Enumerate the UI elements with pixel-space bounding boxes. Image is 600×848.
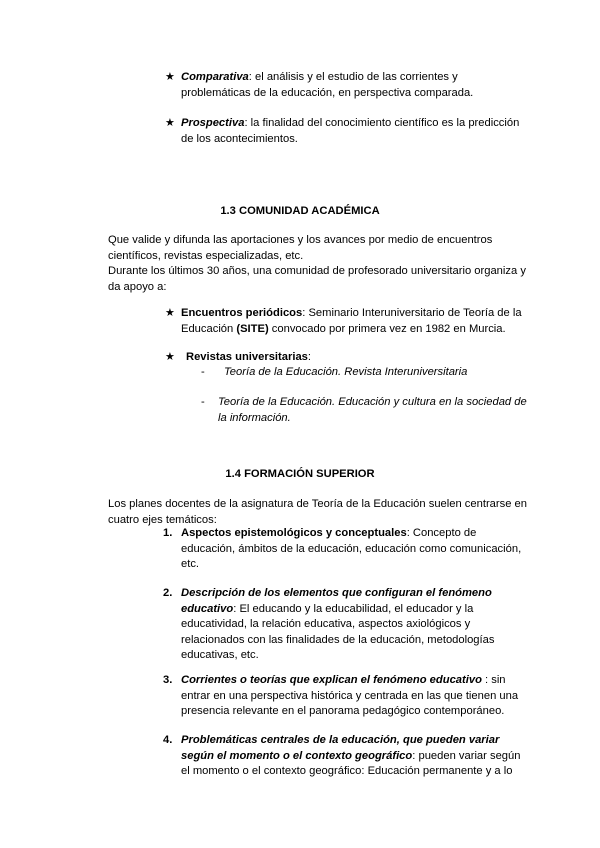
star-bullet-icon: ★ [165,307,175,319]
term-comparativa: Comparativa [181,71,249,83]
term-revistas: Revistas universitarias [186,351,308,363]
item-number: 3. [163,674,173,686]
item-number: 4. [163,734,173,746]
revista-item: Teoría de la Educación. Revista Interuniversitaria [224,366,468,378]
dash-bullet-icon: - [201,396,205,408]
bullet-prospectiva: Prospectiva: la finalidad del conocimiento científico es la predicción de los acontecimientos. [181,117,520,145]
eje-item-4: Problemáticas centrales de la educación, que pueden variar según el momento o el contexto geográfico: pueden variar según el momento o el contexto geográfico: Educación permanente y a lo [181,734,521,777]
section-heading-1-3: 1.3 COMUNIDAD ACADÉMICA [220,205,380,217]
bullet-encuentros: Encuentros periódicos: Seminario Interuniversitario de Teoría de la Educación (SITE) convocado por primera vez en 1982 en Murcia. [181,307,522,335]
bullet-comparativa: Comparativa: el análisis y el estudio de las corrientes y problemáticas de la educación, en perspectiva comparada. [181,71,474,99]
section-heading-1-4: 1.4 FORMACIÓN SUPERIOR [225,468,375,480]
term-aspectos: Aspectos epistemológicos y conceptuales [181,527,407,539]
star-bullet-icon: ★ [165,117,175,129]
star-bullet-icon: ★ [165,71,175,83]
term-corrientes: Corrientes o teorías que explican el fenómeno educativo [181,674,482,686]
eje-item-3: Corrientes o teorías que explican el fenómeno educativo : sin entrar en una perspectiva histórica y centrada en las que tienen una presencia relevante en el panorama pedagógico contemporáneo. [181,674,519,717]
paragraph-planes: Los planes docentes de la asignatura de Teoría de la Educación suelen centrarse en cuatro ejes temáticos: [108,498,527,526]
term-encuentros: Encuentros periódicos [181,307,303,319]
dash-bullet-icon: - [201,366,205,378]
bullet-revistas: Revistas universitarias: [186,351,311,363]
eje-item-1: Aspectos epistemológicos y conceptuales: Concepto de educación, ámbitos de la educación, educación como comunicación, etc. [181,527,522,570]
star-bullet-icon: ★ [165,351,175,363]
item-number: 2. [163,587,173,599]
revista-item: Teoría de la Educación. Educación y cultura en la sociedad de la información. [218,396,527,424]
term-prospectiva: Prospectiva [181,117,245,129]
eje-item-2: Descripción de los elementos que configuran el fenómeno educativo: El educando y la educabilidad, el educador y la educatividad, la relación educativa, aspectos axiológicos y relacionados con las finalidades de la educación, metodologías educativas, etc. [181,587,495,661]
paragraph-comunidad: Que valide y difunda las aportaciones y los avances por medio de encuentros científicos, revistas especializadas, etc. Durante los últimos 30 años, una comunidad de profesorado universitario organiza y da apoyo a: [108,234,526,293]
item-number: 1. [163,527,173,539]
